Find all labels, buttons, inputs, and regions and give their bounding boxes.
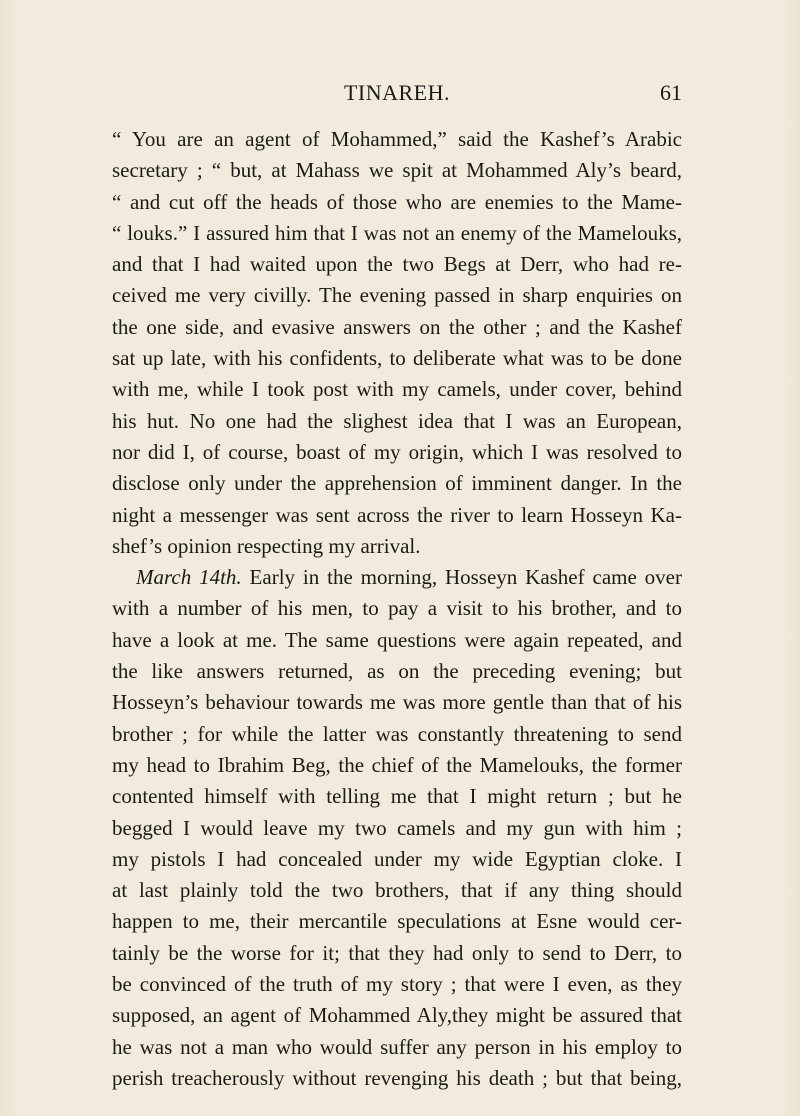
text-line: my pistols I had concealed under my wide Egyptian cloke. I <box>112 846 682 871</box>
text-line: contented himself with telling me that I might return ; but he <box>112 784 682 809</box>
text-line: the like answers returned, as on the preceding evening; but <box>112 659 682 684</box>
text-line: begged I would leave my two camels and my gun with him ; <box>112 815 682 840</box>
running-title: TINAREH. <box>343 80 451 105</box>
text-line: at last plainly told the two brothers, that if any thing should <box>112 878 682 903</box>
text-line: “ louks.” I assured him that I was not an enemy of the Mamelouks, <box>112 220 682 245</box>
text-line: with me, while I took post with my camels, under cover, behind <box>112 377 682 402</box>
text-line: supposed, an agent of Mohammed Aly,they might be assured that <box>112 1003 682 1028</box>
text-line: brother ; for while the latter was constantly threatening to send <box>112 721 682 746</box>
text-line: with a number of his men, to pay a visit to his brother, and to <box>112 596 682 621</box>
text-line: night a messenger was sent across the river to learn Hosseyn Ka- <box>112 502 682 527</box>
text-line: and that I had waited upon the two Begs at Derr, who had re- <box>112 252 682 277</box>
text-line: disclose only under the apprehension of imminent danger. In the <box>112 471 682 496</box>
date-line <box>112 562 682 593</box>
text-line: Hosseyn’s behaviour towards me was more gentle than that of his <box>112 690 682 715</box>
text-line: have a look at me. The same questions were again repeated, and <box>112 627 682 652</box>
text-line: shef’s opinion respecting my arrival. <box>112 533 421 558</box>
entry-date: March 14th. <box>136 565 242 590</box>
body-text <box>112 124 682 1094</box>
text-line: his hut. No one had the slighest idea that I was an European, <box>112 408 682 433</box>
text-line: ceived me very civilly. The evening passed in sharp enquiries on <box>112 283 682 308</box>
text-line: nor did I, of course, boast of my origin, which I was resolved to <box>112 439 682 464</box>
text-line: happen to me, their mercantile speculations at Esne would cer- <box>112 909 682 934</box>
text-line: sat up late, with his confidents, to deliberate what was to be done <box>112 346 682 371</box>
page-number: 61 <box>660 80 682 105</box>
page-header <box>112 80 682 112</box>
text-line: tainly be the worse for it; that they had only to send to Derr, to <box>112 940 682 965</box>
text-line: be convinced of the truth of my story ; that were I even, as they <box>112 972 682 997</box>
text-line: secretary ; “ but, at Mahass we spit at Mohammed Aly’s beard, <box>112 158 682 183</box>
text-line: the one side, and evasive answers on the other ; and the Kashef <box>112 314 682 339</box>
text-line: he was not a man who would suffer any person in his employ to <box>112 1034 682 1059</box>
date-line-text: Early in the morning, Hosseyn Kashef came over <box>241 565 682 590</box>
text-line: perish treacherously without revenging his death ; but that being, <box>112 1065 682 1090</box>
text-line: “ and cut off the heads of those who are enemies to the Mame- <box>112 189 682 214</box>
text-line: “ You are an agent of Mohammed,” said the Kashef’s Arabic <box>112 127 682 151</box>
text-line: my head to Ibrahim Beg, the chief of the Mamelouks, the former <box>112 752 682 777</box>
